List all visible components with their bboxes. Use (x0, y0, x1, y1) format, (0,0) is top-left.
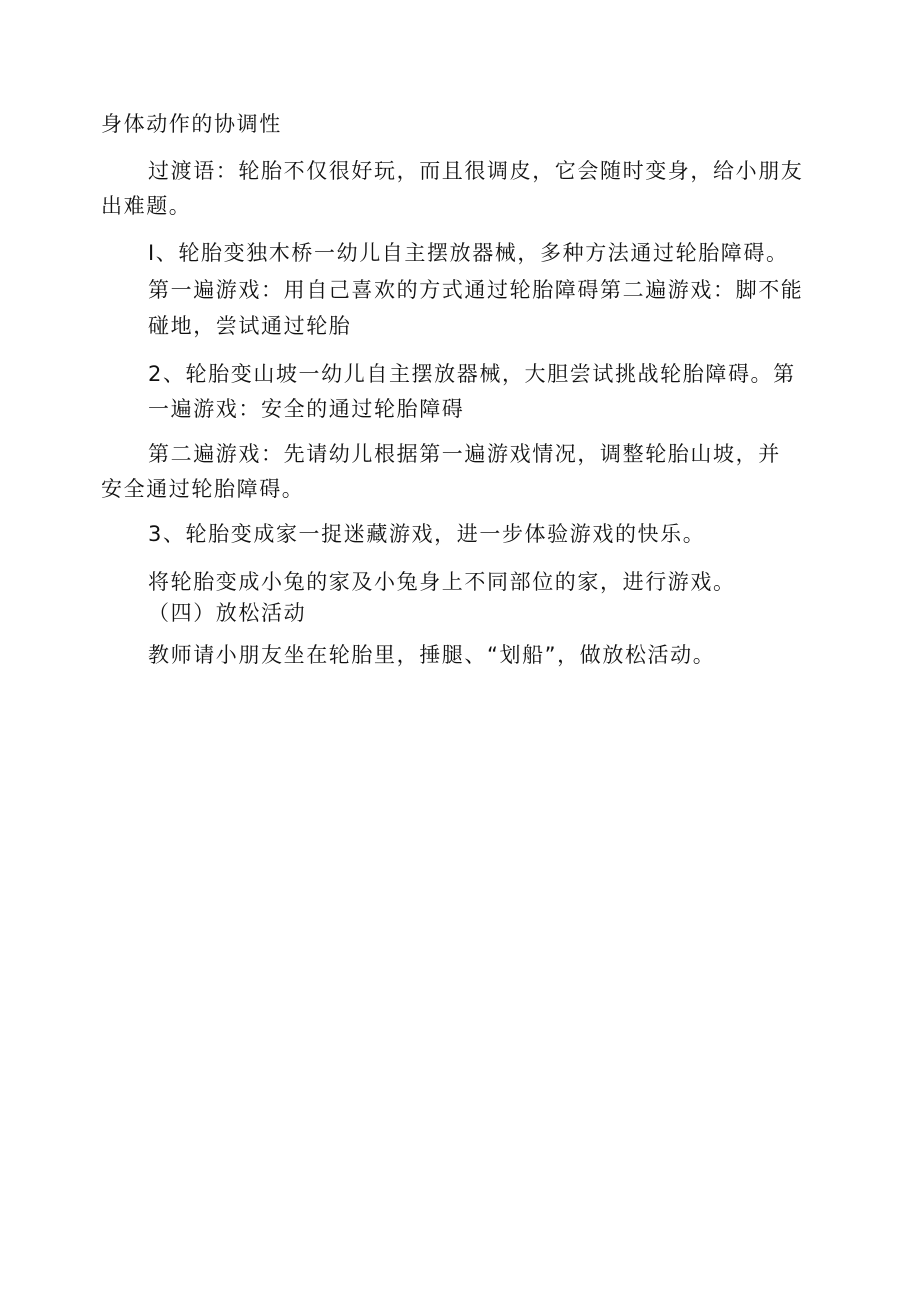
text-line-11: 3、轮胎变成家一捉迷藏游戏，进一步体验游戏的快乐。 (148, 522, 706, 546)
text-line-14: 教师请小朋友坐在轮胎里，捶腿、“划船”，做放松活动。 (148, 643, 716, 667)
text-line-10: 安全通过轮胎障碍。 (101, 477, 305, 501)
text-line-13: （四）放松活动 (148, 601, 307, 625)
text-line-2: 过渡语：轮胎不仅很好玩，而且很调皮，它会随时变身，给小朋友 (148, 159, 804, 183)
text-line-4: I、轮胎变独木桥一幼儿自主摆放器械，多种方法通过轮胎障碍。 (148, 241, 789, 265)
text-line-7: 2、轮胎变山坡一幼儿自主摆放器械，大胆尝试挑战轮胎障碍。第 (148, 362, 796, 386)
text-line-5: 第一遍游戏：用自己喜欢的方式通过轮胎障碍第二遍游戏：脚不能 (148, 278, 804, 302)
text-line-8: 一遍游戏：安全的通过轮胎障碍 (148, 397, 465, 421)
text-line-9: 第二遍游戏：先请幼儿根据第一遍游戏情况，调整轮胎山坡，并 (148, 442, 781, 466)
text-line-3: 出难题。 (101, 194, 192, 218)
text-line-12: 将轮胎变成小兔的家及小兔身上不同部位的家，进行游戏。 (148, 570, 736, 594)
text-line-1: 身体动作的协调性 (101, 112, 282, 136)
text-line-6: 碰地，尝试通过轮胎 (148, 314, 352, 338)
